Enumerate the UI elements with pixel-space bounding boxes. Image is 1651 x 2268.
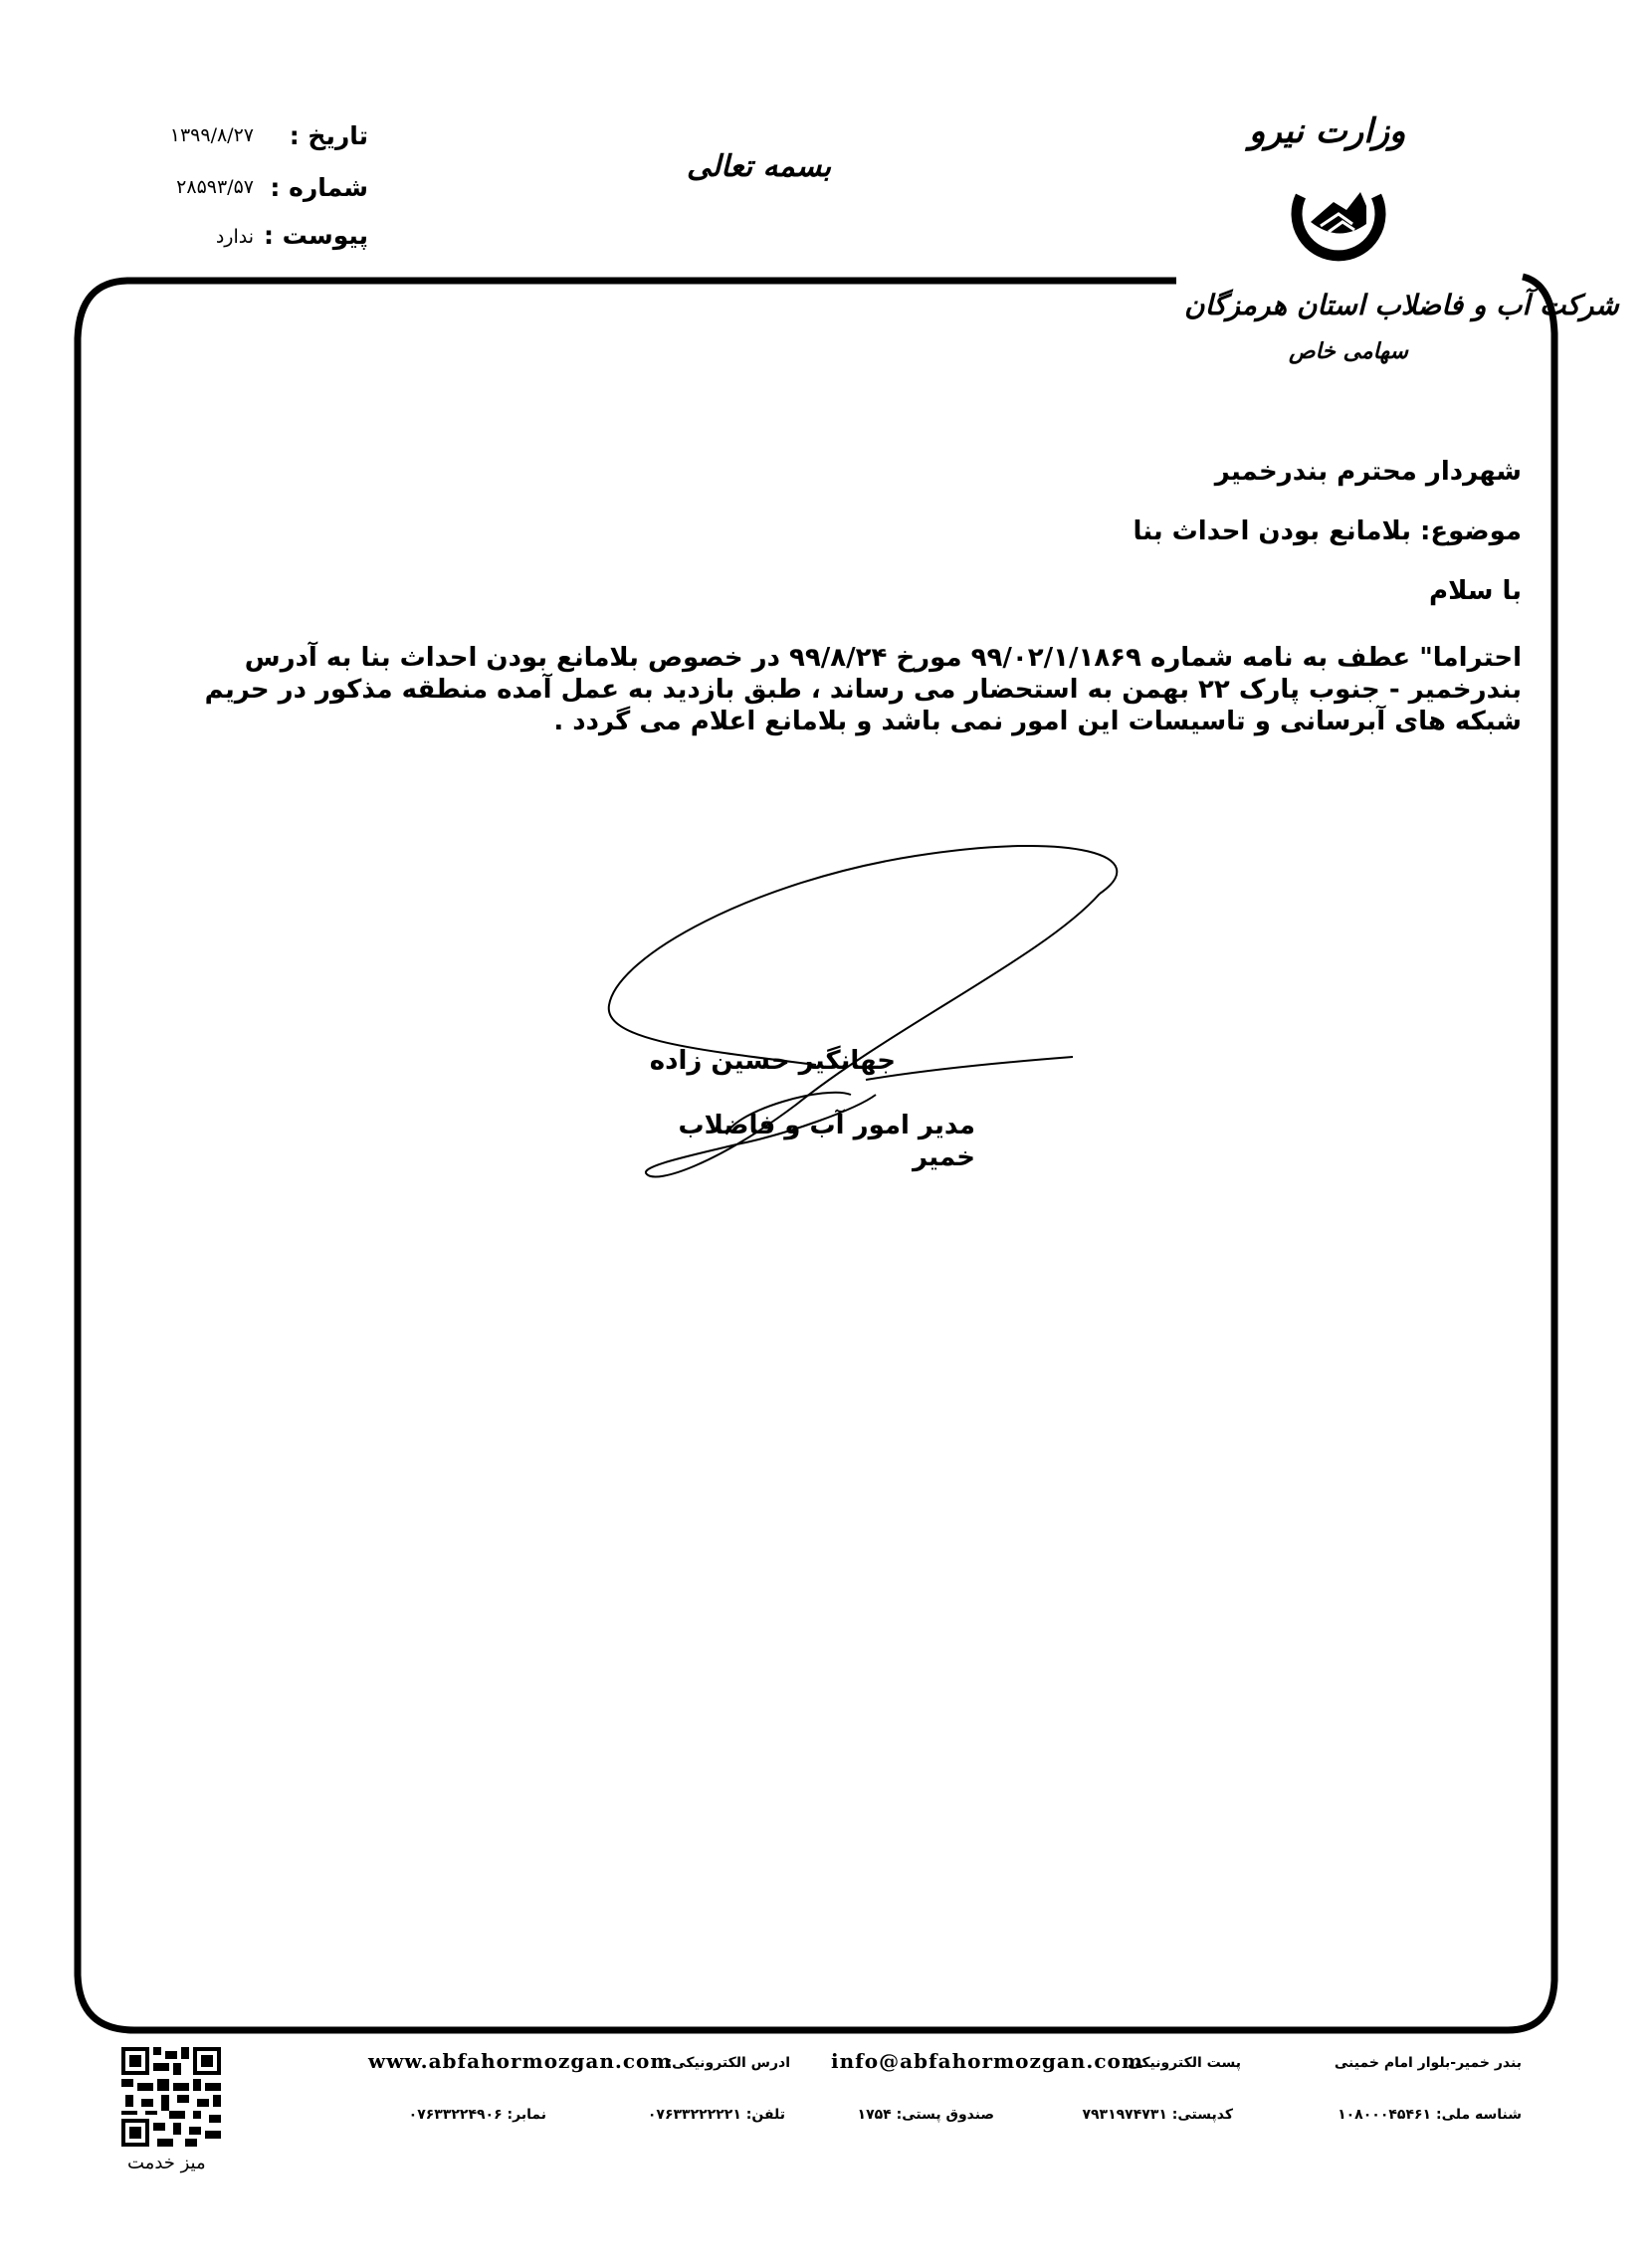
national-id-value: ۱۰۸۰۰۰۴۵۴۶۱ [1338, 2107, 1432, 2123]
postal-code-value: ۷۹۳۱۹۷۴۷۳۱ [1082, 2107, 1167, 2123]
recipient: شهردار محترم بندرخمیر [1214, 457, 1522, 487]
footer-email-label: پست الکترونیکی: [1122, 2055, 1241, 2071]
phone-label: تلفن: [745, 2107, 785, 2123]
letter-body [138, 642, 1522, 737]
subject: موضوع: بلامانع بودن احداث بنا [1133, 516, 1522, 546]
fax-value: ۰۷۶۳۳۲۲۴۹۰۶ [408, 2107, 503, 2123]
footer-phone [648, 2107, 785, 2123]
attachment-value: ندارد [215, 226, 254, 248]
po-box-value: ۱۷۵۴ [857, 2107, 892, 2123]
date-label: تاریخ : [289, 121, 368, 150]
qr-code-icon[interactable] [121, 2047, 221, 2147]
signatory-title: مدیر امور آب و فاضلاب خمیر [678, 1111, 975, 1172]
number-label: شماره : [270, 173, 368, 202]
phone-value: ۰۷۶۳۳۲۲۲۲۲۱ [647, 2107, 741, 2123]
footer-postal-code [1082, 2107, 1233, 2123]
company-logo-icon [1297, 192, 1380, 256]
footer [0, 2045, 1651, 2244]
footer-address: بندر خمیر-بلوار امام خمینی [1334, 2055, 1522, 2071]
body-line: بندرخمیر - جنوب پارک ۲۲ بهمن به استحضار می رساند ، طبق بازدید به عمل آمده منطقه مذکور در حریم [204, 675, 1522, 705]
po-box-label: صندوق پستی: [896, 2107, 994, 2123]
qr-caption: میز خدمت [127, 2153, 206, 2173]
footer-national-id [1338, 2107, 1522, 2123]
invocation: بسمه تعالی [687, 149, 832, 184]
date-value: ۱۳۹۹/۸/۲۷ [169, 124, 254, 146]
attachment-label: پیوست : [263, 221, 368, 250]
footer-website[interactable]: www.abfahormozgan.com [368, 2049, 673, 2073]
footer-website-label: ادرس الکترونیکی: [666, 2055, 790, 2071]
signatory-name: جهانگیر حسین زاده [649, 1046, 896, 1076]
company-name: شرکت آب و فاضلاب استان هرمزگان [1184, 289, 1619, 321]
footer-fax [409, 2107, 546, 2123]
postal-code-label: کدپستی: [1171, 2107, 1233, 2123]
footer-po-box [858, 2107, 994, 2123]
national-id-label: شناسه ملی: [1435, 2107, 1522, 2123]
body-line: شبکه های آبرسانی و تاسیسات این امور نمی باشد و بلامانع اعلام می گردد . [553, 707, 1522, 736]
body-line: احتراما" عطف به نامه شماره ۹۹/۰۲/۱/۱۸۶۹ مورخ ۹۹/۸/۲۴ در خصوص بلامانع بودن احداث بنا به آدرس [244, 643, 1522, 673]
greeting: با سلام [1429, 576, 1522, 606]
fax-label: نمابر: [507, 2107, 546, 2123]
number-value: ۲۸۵۹۳/۵۷ [176, 176, 254, 198]
footer-email[interactable]: info@abfahormozgan.com [831, 2049, 1143, 2073]
company-type: سهامی خاص [1289, 338, 1408, 364]
ministry-name: وزارت نیرو [1249, 111, 1406, 151]
